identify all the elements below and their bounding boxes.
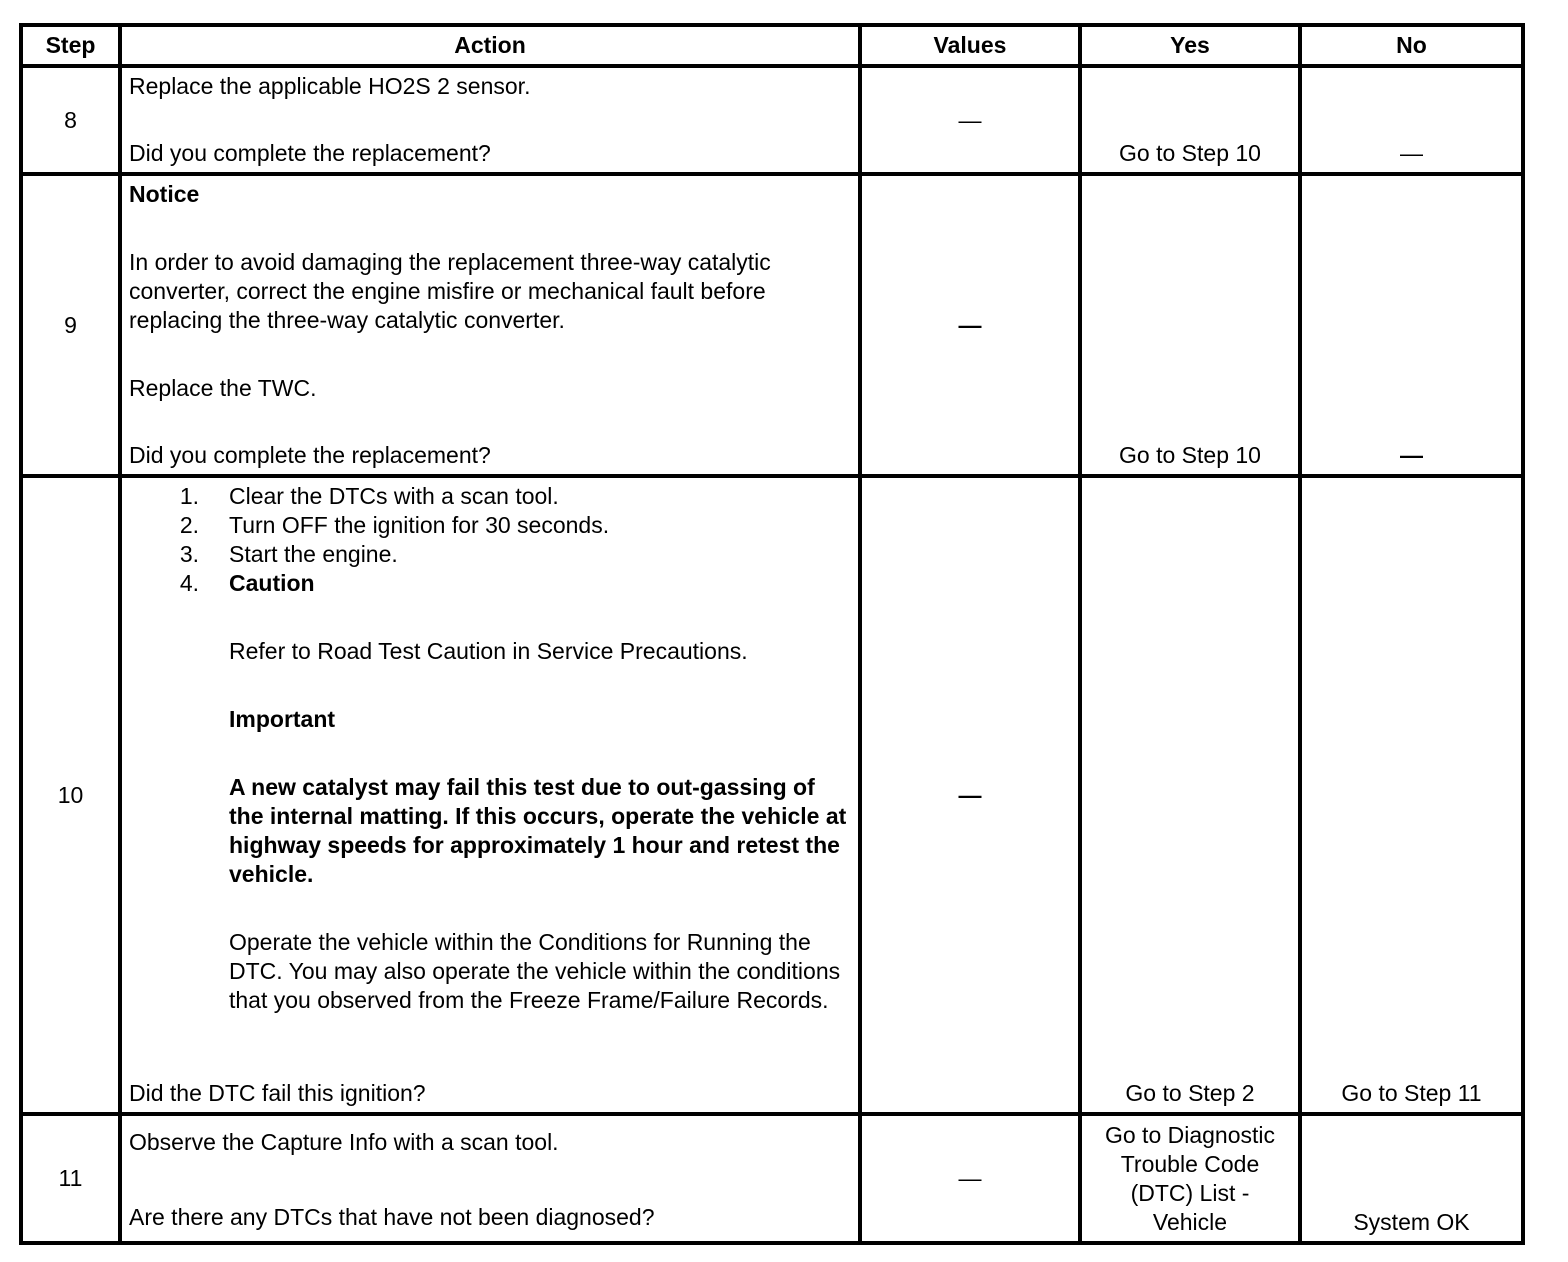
list-text: Clear the DTCs with a scan tool. [229,483,559,509]
list-item [129,540,850,569]
list-item [129,569,850,598]
list-item [129,482,850,511]
list-number: 4. [179,570,199,596]
notice-text: In order to avoid damaging the replacement three-way catalytic converter, correct the engine misfire or mechanical fault before replacing the three-way catalytic converter. [129,249,771,333]
header-yes: Yes [1080,25,1300,66]
yes-cell: Go to Diagnostic Trouble Code (DTC) List - Vehicle [1080,1114,1300,1243]
no-cell: System OK [1300,1114,1523,1243]
values-cell: — [860,66,1080,174]
important-text: A new catalyst may fail this test due to out-gassing of the internal matting. If this occurs, operate the vehicle at highway speeds for approximately 1 hour and retest the vehicle. [229,774,847,887]
values-cell: — [860,174,1080,476]
action-question: Did you complete the replacement? [129,140,491,166]
action-cell [120,1114,860,1243]
header-action: Action [120,25,860,66]
important-title: Important [229,706,336,732]
step-number: 9 [21,174,120,476]
list-item [129,511,850,540]
values-cell: — [860,476,1080,1114]
action-question: Did the DTC fail this ignition? [129,1080,426,1106]
action-instruction: Replace the applicable HO2S 2 sensor. [129,73,531,99]
yes-cell: Go to Step 10 [1080,174,1300,476]
yes-cell: Go to Step 2 [1080,476,1300,1114]
list-number: 1. [179,483,199,509]
no-cell: — [1300,174,1523,476]
no-cell: Go to Step 11 [1300,476,1523,1114]
list-number: 2. [179,512,199,538]
diagnostic-table [19,23,1525,1245]
header-values: Values [860,25,1080,66]
table-row-step-8 [21,66,1523,174]
action-cell [120,174,860,476]
header-no: No [1300,25,1523,66]
action-cell [120,476,860,1114]
step-number: 10 [21,476,120,1114]
action-cell [120,66,860,174]
procedure-list [129,482,850,598]
header-step: Step [21,25,120,66]
step-number: 11 [21,1114,120,1243]
action-instruction: Observe the Capture Info with a scan tool. [129,1129,559,1155]
operate-text: Operate the vehicle within the Conditions for Running the DTC. You may also operate the vehicle within the conditions that you observed from the Freeze Frame/Failure Records. [229,929,841,1013]
notice-title: Notice [129,181,200,207]
caution-title: Caution [229,570,315,596]
list-number: 3. [179,541,199,567]
table-row-step-9 [21,174,1523,476]
action-instruction: Replace the TWC. [129,375,317,401]
action-question: Did you complete the replacement? [129,442,491,468]
values-cell: — [860,1114,1080,1243]
step-4-details [229,598,850,1015]
table-row-step-10 [21,476,1523,1114]
table-row-step-11 [21,1114,1523,1243]
header-row [21,25,1523,66]
no-cell: — [1300,66,1523,174]
step-number: 8 [21,66,120,174]
action-question: Are there any DTCs that have not been diagnosed? [129,1204,655,1230]
list-text: Turn OFF the ignition for 30 seconds. [229,512,610,538]
list-text: Start the engine. [229,541,398,567]
caution-text: Refer to Road Test Caution in Service Precautions. [229,638,748,664]
yes-cell: Go to Step 10 [1080,66,1300,174]
